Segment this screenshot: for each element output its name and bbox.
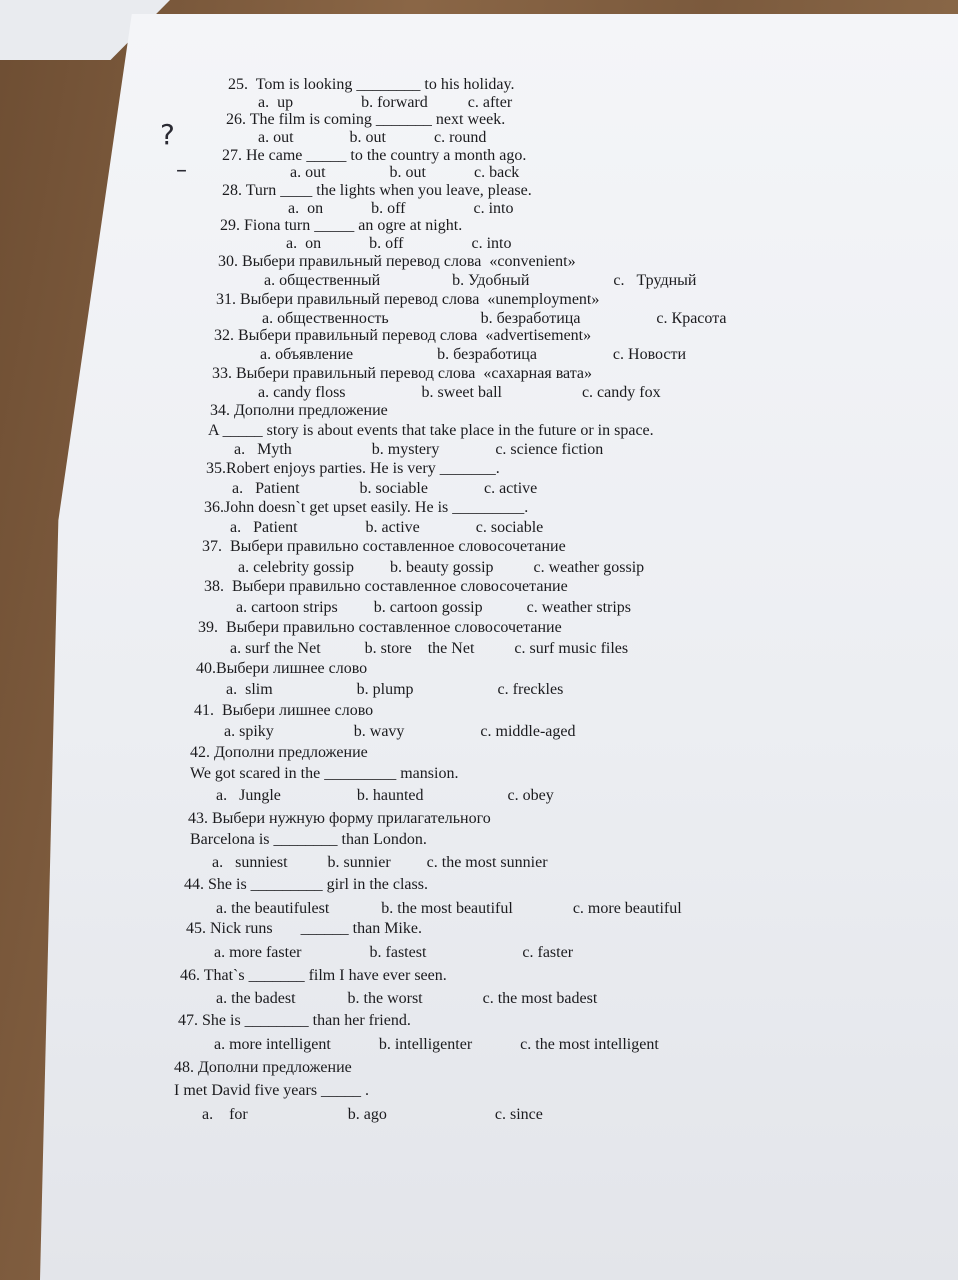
options-27: a. out b. out c. back xyxy=(290,164,520,181)
options-41: a. spiky b. wavy c. middle-aged xyxy=(224,723,576,740)
sentence-48: I met David five years _____ . xyxy=(174,1082,370,1099)
options-39: a. surf the Net b. store the Net c. surf music files xyxy=(230,640,629,657)
question-40: 40.Выбери лишнее слово xyxy=(196,660,368,677)
options-36: a. Patient b. active c. sociable xyxy=(230,519,544,536)
question-25: 25. Tom is looking ________ to his holiday. xyxy=(228,76,515,93)
options-32: a. объявление b. безработица c. Новости xyxy=(260,346,687,363)
question-33: 33. Выбери правильный перевод слова «сахарная вата» xyxy=(212,365,593,382)
options-46: a. the badest b. the worst c. the most badest xyxy=(216,990,598,1007)
question-36: 36.John doesn`t get upset easily. He is _________. xyxy=(204,499,529,516)
question-42: 42. Дополни предложение xyxy=(190,744,368,761)
options-34: a. Myth b. mystery c. science fiction xyxy=(234,441,604,458)
question-34: 34. Дополни предложение xyxy=(210,402,388,419)
question-28: 28. Turn ____ the lights when you leave, please. xyxy=(222,182,532,199)
options-28: a. on b. off c. into xyxy=(288,200,514,217)
options-45: a. more faster b. fastest c. faster xyxy=(214,944,574,961)
options-31: a. общественность b. безработица c. Красота xyxy=(262,310,727,327)
question-45: 45. Nick runs ______ than Mike. xyxy=(186,920,422,937)
question-48: 48. Дополни предложение xyxy=(174,1059,352,1076)
options-44: a. the beautifulest b. the most beautiful c. more beautiful xyxy=(216,900,682,917)
question-44: 44. She is _________ girl in the class. xyxy=(184,876,428,893)
options-25: a. up b. forward c. after xyxy=(258,94,513,111)
question-29: 29. Fiona turn _____ an ogre at night. xyxy=(220,217,463,234)
options-35: a. Patient b. sociable c. active xyxy=(232,480,538,497)
question-41: 41. Выбери лишнее слово xyxy=(194,702,374,719)
margin-dash-mark: – xyxy=(176,158,187,183)
options-37: a. celebrity gossip b. beauty gossip c. weather gossip xyxy=(238,559,645,576)
sentence-34: A _____ story is about events that take place in the future or in space. xyxy=(208,422,654,439)
question-46: 46. That`s _______ film I have ever seen. xyxy=(180,967,447,984)
question-27: 27. He came _____ to the country a month ago. xyxy=(222,147,527,164)
question-43: 43. Выбери нужную форму прилагательного xyxy=(188,810,491,827)
options-48: a. for b. ago c. since xyxy=(202,1106,543,1123)
sentence-43: Barcelona is ________ than London. xyxy=(190,831,427,848)
options-29: a. on b. off c. into xyxy=(286,235,512,252)
question-31: 31. Выбери правильный перевод слова «unemployment» xyxy=(216,291,600,308)
options-26: a. out b. out c. round xyxy=(258,129,487,146)
question-39: 39. Выбери правильно составленное словосочетание xyxy=(198,619,562,636)
question-37: 37. Выбери правильно составленное словосочетание xyxy=(202,538,566,555)
options-30: a. общественный b. Удобный c. Трудный xyxy=(264,272,697,289)
sentence-42: We got scared in the _________ mansion. xyxy=(190,765,459,782)
question-47: 47. She is ________ than her friend. xyxy=(178,1012,411,1029)
options-33: a. candy floss b. sweet ball c. candy fox xyxy=(258,384,661,401)
margin-question-mark: ? xyxy=(160,118,175,151)
options-38: a. cartoon strips b. cartoon gossip c. weather strips xyxy=(236,599,632,616)
question-32: 32. Выбери правильный перевод слова «advertisement» xyxy=(214,327,592,344)
options-47: a. more intelligent b. intelligenter c. the most intelligent xyxy=(214,1036,659,1053)
question-30: 30. Выбери правильный перевод слова «convenient» xyxy=(218,253,576,270)
question-35: 35.Robert enjoys parties. He is very _______. xyxy=(206,460,500,477)
question-38: 38. Выбери правильно составленное словосочетание xyxy=(204,578,568,595)
question-26: 26. The film is coming _______ next week. xyxy=(226,111,506,128)
options-42: a. Jungle b. haunted c. obey xyxy=(216,787,554,804)
options-43: a. sunniest b. sunnier c. the most sunnier xyxy=(212,854,548,871)
options-40: a. slim b. plump c. freckles xyxy=(226,681,564,698)
